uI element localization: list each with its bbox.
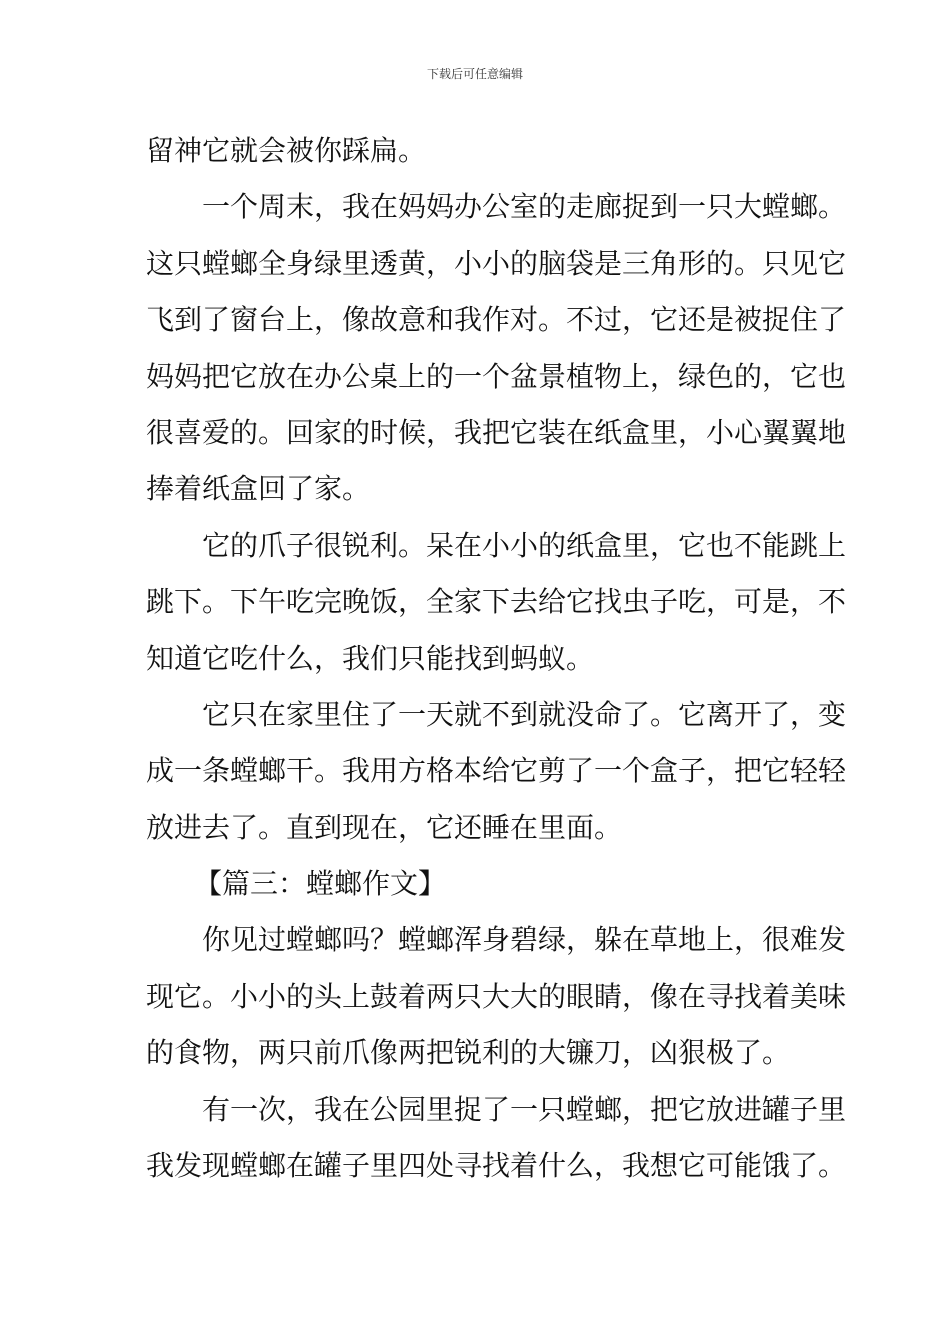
text-line: 捧着纸盒回了家。 <box>146 472 371 506</box>
text-line: 知道它吃什么，我们只能找到蚂蚁。 <box>146 641 595 675</box>
text-line: 现它。小小的头上鼓着两只大大的眼睛，像在寻找着美味 <box>146 979 847 1013</box>
text-line: 一个周末，我在妈妈办公室的走廊捉到一只大螳螂。 <box>202 190 847 224</box>
text-line: 你见过螳螂吗？螳螂浑身碧绿，躲在草地上，很难发 <box>202 923 847 957</box>
document-body <box>146 123 847 1194</box>
text-line: 它的爪子很锐利。呆在小小的纸盒里，它也不能跳上 <box>202 528 847 562</box>
text-line: 放进去了。直到现在，它还睡在里面。 <box>146 810 623 844</box>
text-line: 的食物，两只前爪像两把锐利的大镰刀，凶狠极了。 <box>146 1036 791 1070</box>
text-line: 有一次，我在公园里捉了一只螳螂，把它放进罐子里 <box>202 1092 847 1126</box>
text-line: 飞到了窗台上，像故意和我作对。不过，它还是被捉住了 <box>146 303 847 337</box>
text-line: 它只在家里住了一天就不到就没命了。它离开了，变 <box>202 697 847 731</box>
text-line: 我发现螳螂在罐子里四处寻找着什么，我想它可能饿了。 <box>146 1149 847 1183</box>
text-line: 妈妈把它放在办公桌上的一个盆景植物上，绿色的，它也 <box>146 359 847 393</box>
page-header: 下载后可任意编辑 <box>426 67 523 81</box>
text-line: 很喜爱的。回家的时候，我把它装在纸盒里，小心翼翼地 <box>146 415 847 449</box>
text-line: 留神它就会被你踩扁。 <box>146 134 427 167</box>
section-heading: 【篇三：螳螂作文】 <box>194 867 447 901</box>
text-line: 成一条螳螂干。我用方格本给它剪了一个盒子，把它轻轻 <box>146 754 847 788</box>
text-line: 这只螳螂全身绿里透黄，小小的脑袋是三角形的。只见它 <box>146 246 847 280</box>
text-line: 跳下。下午吃完晚饭，全家下去给它找虫子吃，可是，不 <box>146 585 847 619</box>
